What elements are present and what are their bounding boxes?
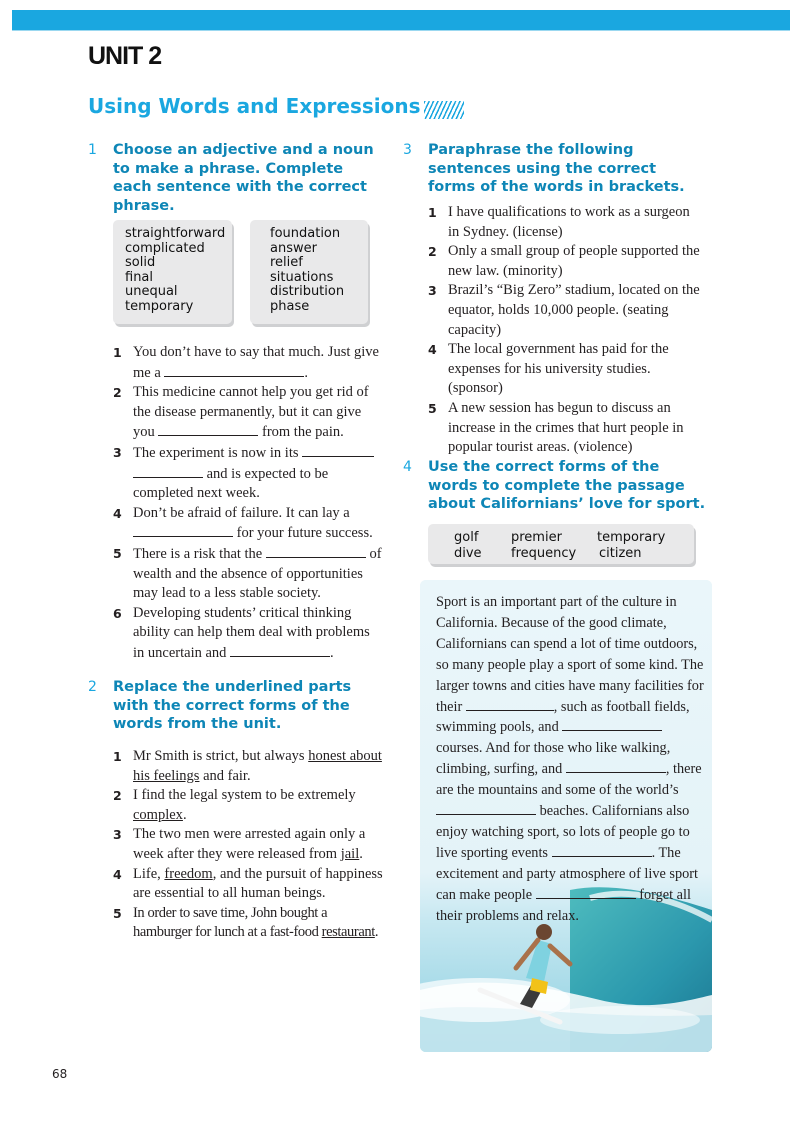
- exercise-3-item: [428, 399, 700, 458]
- passage-segment: , such as football fields, swimming pools, and: [436, 698, 690, 736]
- exercise-3-item: [428, 340, 700, 399]
- passage-segment: courses. And for those who like walking, climbing, surfing, and: [436, 740, 671, 778]
- noun-box: [250, 220, 368, 324]
- answer-blank[interactable]: [158, 422, 258, 436]
- passage-segment: , there are the mountains and some of the world’s: [436, 761, 702, 799]
- item-number: 4: [428, 342, 437, 358]
- answer-blank[interactable]: [230, 643, 330, 657]
- item-text-end: .: [374, 924, 379, 941]
- exercise-4-instruction: Use the correct forms of the words to complete the passage about Californians’ love for sport.: [428, 459, 706, 512]
- item-text: A new session has begun to discuss an increase in the crimes that hurt people in popular tourist areas. (violence): [448, 399, 684, 456]
- item-number: 1: [113, 749, 122, 764]
- exercise-1-item: [113, 544, 383, 604]
- exercise-3-item: [428, 242, 700, 281]
- word-bank-word: temporary: [597, 530, 666, 545]
- answer-blank[interactable]: [536, 885, 636, 899]
- exercise-1-item: [113, 383, 383, 443]
- noun-word: situations: [270, 269, 334, 285]
- item-number: 4: [113, 505, 122, 521]
- adjective-word: final: [125, 269, 154, 285]
- adjective-word: straightforward: [125, 226, 226, 241]
- exercise-2-number: 2: [88, 679, 97, 695]
- word-bank-box: [428, 524, 694, 564]
- passage-segment: beaches. Californians also enjoy watching sport, so lots of people go to live sporting events: [436, 803, 690, 861]
- underlined-phrase: honest about his feelings: [133, 748, 382, 784]
- item-text-end: , and the pursuit of happiness are essential to all human beings.: [133, 865, 383, 902]
- adjective-word: unequal: [125, 284, 178, 300]
- exercise-1-list: [113, 343, 383, 664]
- item-number: 1: [113, 345, 122, 360]
- adjective-word: temporary: [125, 298, 194, 314]
- item-text-end: .: [304, 364, 309, 381]
- exercise-2-item: [113, 786, 383, 825]
- item-text: Developing students’ critical thinking ability can help them deal with problems in uncertain and: [133, 604, 370, 661]
- item-number: 2: [113, 788, 122, 804]
- item-number: 3: [113, 827, 122, 843]
- exercise-1-instruction: Choose an adjective and a noun to make a phrase. Complete each sentence with the correct phrase.: [113, 142, 374, 214]
- item-text: This medicine cannot help you get rid of the disease permanently, but it can give you: [133, 384, 369, 441]
- item-text: The local government has paid for the expenses for his university studies. (sponsor): [448, 341, 669, 397]
- unit-title: UNIT 2: [88, 42, 162, 70]
- noun-word: foundation: [270, 226, 341, 241]
- item-text-end: and fair.: [199, 767, 251, 784]
- item-text-end: .: [359, 845, 363, 862]
- item-text: There is a risk that the: [133, 545, 263, 562]
- exercise-3-instruction: Paraphrase the following sentences using the correct forms of the words in brackets.: [428, 142, 685, 195]
- hatch-decoration: [424, 101, 464, 119]
- passage-text: [436, 592, 704, 927]
- word-bank-word: golf: [454, 530, 479, 545]
- exercise-2-list: [113, 747, 383, 943]
- adjective-word: solid: [125, 255, 156, 271]
- answer-blank[interactable]: [266, 544, 366, 558]
- item-number: 5: [428, 400, 437, 416]
- item-text-end: from the pain.: [262, 424, 344, 441]
- item-text: Life,: [133, 865, 165, 882]
- exercise-2-item: [113, 904, 383, 943]
- answer-blank[interactable]: [164, 363, 304, 377]
- underlined-phrase: jail: [340, 845, 360, 862]
- item-text: I find the legal system to be extremely: [133, 787, 356, 804]
- item-text-end: .: [182, 806, 187, 823]
- exercise-2-item: [113, 747, 383, 786]
- item-number: 2: [428, 244, 437, 260]
- passage-segment: Sport is an important part of the culture in California. Because of the good climate, Californians can spend a lot of time outdoors, so many people play a sport of some kind. The larger towns and cities have many facilities for their: [436, 594, 704, 715]
- item-text-end: and is expected to be completed next week.: [133, 465, 329, 502]
- item-number: 5: [113, 545, 122, 561]
- item-number: 6: [113, 605, 122, 621]
- passage-segment: . The excitement and party atmosphere of live sport can make people: [436, 844, 699, 903]
- item-number: 3: [428, 283, 437, 299]
- exercise-1-item: [113, 443, 383, 504]
- item-text-end: for your future success.: [236, 525, 373, 542]
- answer-blank[interactable]: [436, 801, 536, 815]
- word-bank-col-3: [597, 530, 665, 561]
- noun-word: phase: [270, 298, 310, 314]
- noun-word: distribution: [270, 284, 345, 300]
- answer-blank[interactable]: [562, 717, 662, 731]
- exercise-3-item: [428, 281, 700, 340]
- answer-blank[interactable]: [133, 464, 203, 478]
- exercise-1-number: 1: [88, 142, 97, 158]
- adjective-list: [125, 227, 225, 315]
- item-number: 4: [113, 866, 122, 882]
- item-text: Mr Smith is strict, but always: [133, 748, 309, 764]
- exercise-4-number: 4: [403, 459, 412, 475]
- item-text: Don’t be afraid of failure. It can lay a: [133, 504, 350, 521]
- noun-list: [270, 227, 344, 315]
- answer-blank[interactable]: [566, 759, 666, 773]
- item-text-end: .: [330, 644, 334, 661]
- top-color-bar: [12, 10, 790, 30]
- underlined-phrase: complex: [133, 806, 183, 823]
- word-bank-word: frequency: [511, 545, 577, 561]
- exercise-3-item: [428, 203, 700, 242]
- section-title: Using Words and Expressions: [88, 94, 421, 118]
- underlined-phrase: restaurant: [321, 924, 375, 941]
- answer-blank[interactable]: [133, 523, 233, 537]
- item-text: The two men were arrested again only a week after they were released from: [133, 826, 366, 862]
- exercise-2-instruction: Replace the underlined parts with the correct forms of the words from the unit.: [113, 679, 352, 732]
- item-text: Only a small group of people supported the new law. (minority): [448, 243, 700, 279]
- word-bank-word: dive: [454, 545, 482, 561]
- answer-blank[interactable]: [466, 697, 554, 711]
- word-bank-col-1: [454, 530, 482, 561]
- exercise-2-item: [113, 865, 383, 904]
- item-text: The experiment is now in its: [133, 444, 299, 461]
- exercise-1-item: [113, 343, 383, 383]
- item-text-end: of wealth and the absence of opportunities may lead to a less stable society.: [133, 545, 382, 602]
- item-number: 3: [113, 444, 122, 460]
- page-number: 68: [52, 1067, 68, 1081]
- item-text: In order to save time, John bought a hamburger for lunch at a fast-food: [133, 904, 328, 941]
- item-number: 5: [113, 905, 122, 921]
- passage-segment: forget all their problems and relax.: [436, 886, 691, 924]
- item-number: 1: [428, 205, 437, 220]
- item-number: 2: [113, 385, 122, 401]
- adjective-box: [113, 220, 232, 324]
- item-text: Brazil’s “Big Zero” stadium, located on the equator, holds 10,000 people. (seating capacity): [448, 282, 700, 338]
- exercise-3-number: 3: [403, 142, 412, 158]
- answer-blank[interactable]: [302, 443, 374, 457]
- underlined-phrase: freedom: [164, 865, 213, 882]
- word-bank-col-2: [511, 530, 576, 561]
- exercise-1-item: [113, 504, 383, 544]
- exercise-3-list: [428, 203, 700, 458]
- word-bank-word: citizen: [599, 545, 642, 561]
- noun-word: answer: [270, 240, 317, 256]
- item-text: You don’t have to say that much. Just give me a: [133, 344, 379, 381]
- adjective-word: complicated: [125, 240, 205, 256]
- item-text: I have qualifications to work as a surgeon in Sydney. (license): [448, 204, 690, 240]
- noun-word: relief: [270, 255, 303, 271]
- exercise-2-item: [113, 825, 383, 864]
- top-divider: [12, 30, 790, 31]
- word-bank-word: premier: [511, 530, 562, 545]
- answer-blank[interactable]: [552, 843, 652, 857]
- exercise-1-item: [113, 604, 383, 664]
